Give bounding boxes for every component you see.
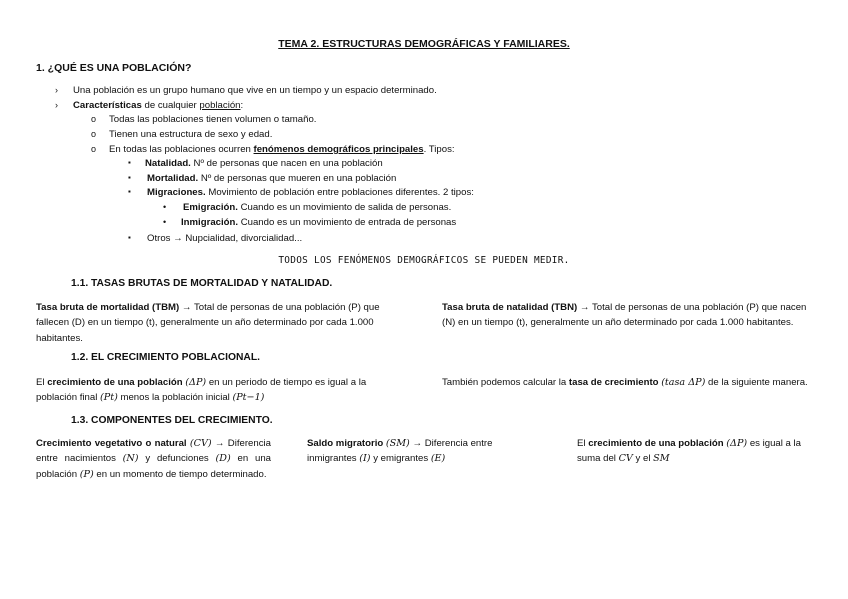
list-item-migraciones: Migraciones. Movimiento de población entre poblaciones diferentes. 2 tipos: — [147, 187, 474, 198]
list-item-inmigracion: Inmigración. Cuando es un movimiento de entrada de personas — [181, 217, 457, 228]
bullet-marker: o — [91, 144, 97, 154]
section-1-1-heading: 1.1. TASAS BRUTAS DE MORTALIDAD Y NATALIDAD. — [71, 278, 333, 289]
document-title: TEMA 2. ESTRUCTURAS DEMOGRÁFICAS Y FAMILIARES. — [278, 38, 570, 50]
list-item-volumen: Todas las poblaciones tienen volumen o tamaño. — [109, 114, 317, 125]
bullet-marker: › — [55, 85, 58, 95]
bullet-marker: o — [91, 114, 97, 124]
list-item-emigracion: Emigración. Cuando es un movimiento de salida de personas. — [183, 202, 452, 213]
tbn-paragraph: Tasa bruta de natalidad (TBN) → Total de personas de una población (P) que nacen (N) en un tiempo (t), generalmente un año determinado por cada 1.000 habitantes. — [442, 302, 807, 329]
bullet-marker: o — [91, 129, 97, 139]
list-item-otros: Otros → Nupcialidad, divorcialidad... — [147, 233, 303, 244]
bullet-marker: ▪ — [128, 233, 131, 242]
list-item-definition: Una población es un grupo humano que vive en un tiempo y un espacio determinado. — [73, 85, 437, 96]
tbm-paragraph: Tasa bruta de mortalidad (TBM) → Total de personas de una población (P) que fallecen (D) en un tiempo (t), generalmente un año determinado por cada 1.000 habitantes. — [36, 302, 380, 344]
bullet-marker: • — [163, 202, 167, 212]
bullet-marker: ▪ — [128, 173, 131, 182]
list-item-natalidad: Natalidad. Nº de personas que nacen en una población — [145, 158, 383, 169]
list-item-estructura: Tienen una estructura de sexo y edad. — [109, 129, 273, 140]
section-1-heading: 1. ¿QUÉ ES UNA POBLACIÓN? — [36, 62, 192, 74]
tasa-crecimiento-paragraph: También podemos calcular la tasa de crecimiento (tasa ΔP) de la siguiente manera. — [442, 377, 808, 388]
bullet-marker: • — [163, 217, 167, 227]
section-1-2-heading: 1.2. EL CRECIMIENTO POBLACIONAL. — [71, 352, 260, 363]
saldo-migratorio-paragraph: Saldo migratorio (SM) → Diferencia entre inmigrantes (I) y emigrantes (E) — [307, 438, 493, 465]
bullet-marker: ▪ — [128, 158, 131, 167]
list-item-fenomenos: En todas las poblaciones ocurren fenómenos demográficos principales. Tipos: — [109, 144, 455, 155]
crecimiento-paragraph: El crecimiento de una población (ΔP) en un periodo de tiempo es igual a la población final (Pt) menos la población inicial (Pt−1) — [36, 377, 367, 404]
list-item-caracteristicas: Características de cualquier población: — [73, 100, 244, 111]
bullet-marker: › — [55, 100, 58, 110]
monospace-statement: TODOS LOS FENÓMENOS DEMOGRÁFICOS SE PUEDEN MEDIR. — [278, 255, 570, 266]
section-1-3-heading: 1.3. COMPONENTES DEL CRECIMIENTO. — [71, 415, 273, 426]
crecimiento-vegetativo-paragraph: Crecimiento vegetativo o natural (CV) → Diferencia entre nacimientos (N) y defunciones (D) en una población (P) en un momento de tiempo determinado. — [36, 438, 271, 480]
bullet-marker: ▪ — [128, 187, 131, 196]
crecimiento-suma-paragraph: El crecimiento de una población (ΔP) es igual a la suma del CV y el SM — [577, 438, 802, 465]
list-item-mortalidad: Mortalidad. Nº de personas que mueren en una población — [147, 173, 397, 184]
